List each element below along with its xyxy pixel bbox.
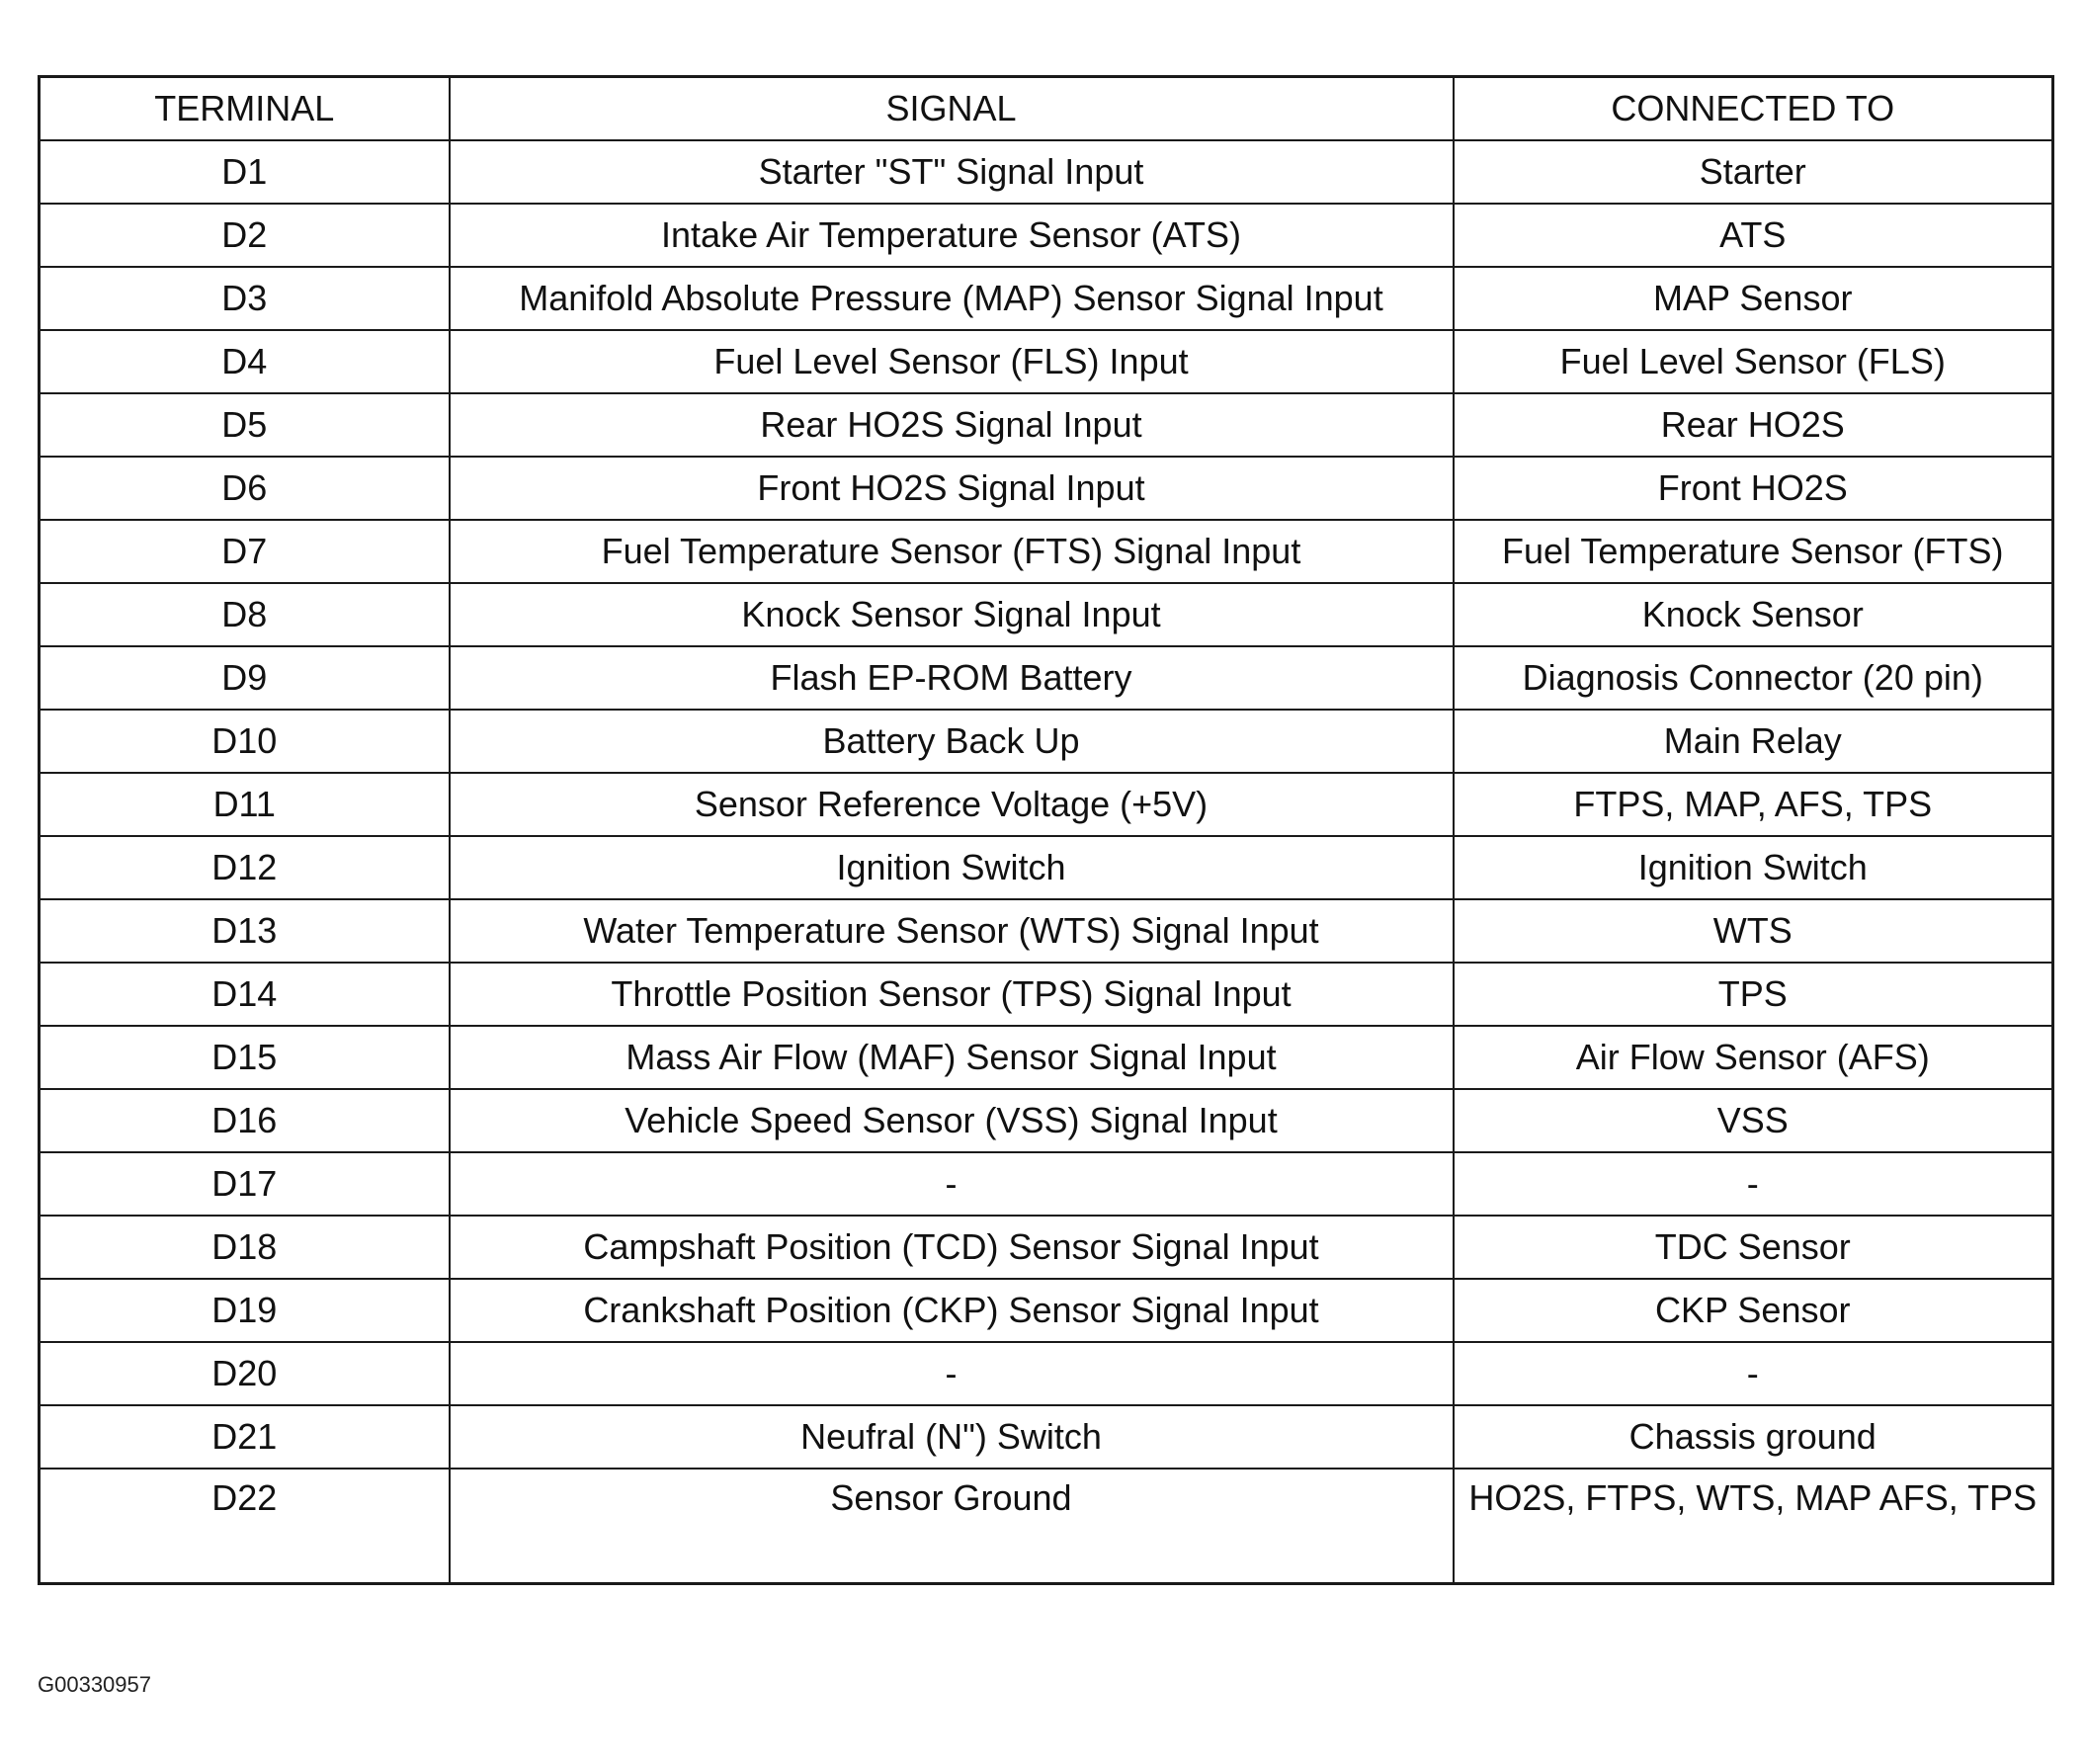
signal-cell: Sensor Ground xyxy=(450,1469,1454,1584)
connected-to-cell: Air Flow Sensor (AFS) xyxy=(1454,1026,2053,1089)
table-row xyxy=(40,1342,2053,1405)
terminal-cell: D3 xyxy=(40,267,450,330)
signal-cell: Campshaft Position (TCD) Sensor Signal Input xyxy=(450,1216,1454,1279)
connected-to-cell: HO2S, FTPS, WTS, MAP AFS, TPS xyxy=(1454,1469,2053,1584)
table-row xyxy=(40,646,2053,710)
terminal-cell: D17 xyxy=(40,1152,450,1216)
table-row xyxy=(40,1089,2053,1152)
terminal-table xyxy=(38,75,2054,1585)
terminal-cell: D9 xyxy=(40,646,450,710)
terminal-cell: D21 xyxy=(40,1405,450,1469)
terminal-cell: D22 xyxy=(40,1469,450,1584)
connected-to-cell: VSS xyxy=(1454,1089,2053,1152)
connected-to-cell: Starter xyxy=(1454,140,2053,204)
table-row xyxy=(40,1216,2053,1279)
terminal-cell: D16 xyxy=(40,1089,450,1152)
signal-cell: Intake Air Temperature Sensor (ATS) xyxy=(450,204,1454,267)
table-row xyxy=(40,583,2053,646)
terminal-cell: D18 xyxy=(40,1216,450,1279)
table-row xyxy=(40,393,2053,457)
terminal-cell: D10 xyxy=(40,710,450,773)
table-row xyxy=(40,1026,2053,1089)
table-row xyxy=(40,1405,2053,1469)
terminal-cell: D7 xyxy=(40,520,450,583)
connected-to-cell: - xyxy=(1454,1342,2053,1405)
terminal-cell: D15 xyxy=(40,1026,450,1089)
signal-cell: Fuel Level Sensor (FLS) Input xyxy=(450,330,1454,393)
connected-to-cell: - xyxy=(1454,1152,2053,1216)
table-row xyxy=(40,267,2053,330)
table-row xyxy=(40,773,2053,836)
figure-id: G00330957 xyxy=(38,1672,151,1697)
signal-cell: Knock Sensor Signal Input xyxy=(450,583,1454,646)
signal-cell: Ignition Switch xyxy=(450,836,1454,899)
connected-to-cell: TDC Sensor xyxy=(1454,1216,2053,1279)
table-row xyxy=(40,1469,2053,1584)
signal-cell: Throttle Position Sensor (TPS) Signal Input xyxy=(450,963,1454,1026)
terminal-cell: D1 xyxy=(40,140,450,204)
table-row xyxy=(40,204,2053,267)
table-row xyxy=(40,457,2053,520)
signal-cell: Water Temperature Sensor (WTS) Signal Input xyxy=(450,899,1454,963)
connected-to-cell: Diagnosis Connector (20 pin) xyxy=(1454,646,2053,710)
signal-cell: Neufral (N") Switch xyxy=(450,1405,1454,1469)
connected-to-cell: Ignition Switch xyxy=(1454,836,2053,899)
connected-to-cell: FTPS, MAP, AFS, TPS xyxy=(1454,773,2053,836)
header-signal: SIGNAL xyxy=(450,77,1454,141)
terminal-cell: D8 xyxy=(40,583,450,646)
connected-to-cell: WTS xyxy=(1454,899,2053,963)
connected-to-cell: Rear HO2S xyxy=(1454,393,2053,457)
signal-cell: Front HO2S Signal Input xyxy=(450,457,1454,520)
connected-to-cell: MAP Sensor xyxy=(1454,267,2053,330)
signal-cell: Mass Air Flow (MAF) Sensor Signal Input xyxy=(450,1026,1454,1089)
header-connected-to: CONNECTED TO xyxy=(1454,77,2053,141)
signal-cell: - xyxy=(450,1152,1454,1216)
terminal-cell: D6 xyxy=(40,457,450,520)
connected-to-cell: TPS xyxy=(1454,963,2053,1026)
terminal-cell: D13 xyxy=(40,899,450,963)
terminal-cell: D12 xyxy=(40,836,450,899)
table-row xyxy=(40,899,2053,963)
terminal-cell: D14 xyxy=(40,963,450,1026)
header-row xyxy=(40,77,2053,141)
connected-to-cell: Chassis ground xyxy=(1454,1405,2053,1469)
terminal-cell: D5 xyxy=(40,393,450,457)
connected-to-cell: Knock Sensor xyxy=(1454,583,2053,646)
signal-cell: Vehicle Speed Sensor (VSS) Signal Input xyxy=(450,1089,1454,1152)
signal-cell: Battery Back Up xyxy=(450,710,1454,773)
connected-to-cell: ATS xyxy=(1454,204,2053,267)
table-row xyxy=(40,836,2053,899)
header-terminal: TERMINAL xyxy=(40,77,450,141)
table-row xyxy=(40,1152,2053,1216)
terminal-cell: D4 xyxy=(40,330,450,393)
signal-cell: Sensor Reference Voltage (+5V) xyxy=(450,773,1454,836)
table-row xyxy=(40,330,2053,393)
terminal-cell: D11 xyxy=(40,773,450,836)
table-row xyxy=(40,520,2053,583)
table-row xyxy=(40,710,2053,773)
connected-to-cell: Fuel Level Sensor (FLS) xyxy=(1454,330,2053,393)
signal-cell: Manifold Absolute Pressure (MAP) Sensor Signal Input xyxy=(450,267,1454,330)
terminal-cell: D20 xyxy=(40,1342,450,1405)
connected-to-cell: Fuel Temperature Sensor (FTS) xyxy=(1454,520,2053,583)
signal-cell: Flash EP-ROM Battery xyxy=(450,646,1454,710)
table-row xyxy=(40,140,2053,204)
signal-cell: Crankshaft Position (CKP) Sensor Signal Input xyxy=(450,1279,1454,1342)
table-row xyxy=(40,1279,2053,1342)
terminal-cell: D2 xyxy=(40,204,450,267)
connected-to-cell: Front HO2S xyxy=(1454,457,2053,520)
connected-to-cell: Main Relay xyxy=(1454,710,2053,773)
table-body xyxy=(40,140,2053,1584)
terminal-cell: D19 xyxy=(40,1279,450,1342)
table-row xyxy=(40,963,2053,1026)
signal-cell: - xyxy=(450,1342,1454,1405)
signal-cell: Rear HO2S Signal Input xyxy=(450,393,1454,457)
signal-cell: Starter "ST" Signal Input xyxy=(450,140,1454,204)
connected-to-cell: CKP Sensor xyxy=(1454,1279,2053,1342)
signal-cell: Fuel Temperature Sensor (FTS) Signal Input xyxy=(450,520,1454,583)
